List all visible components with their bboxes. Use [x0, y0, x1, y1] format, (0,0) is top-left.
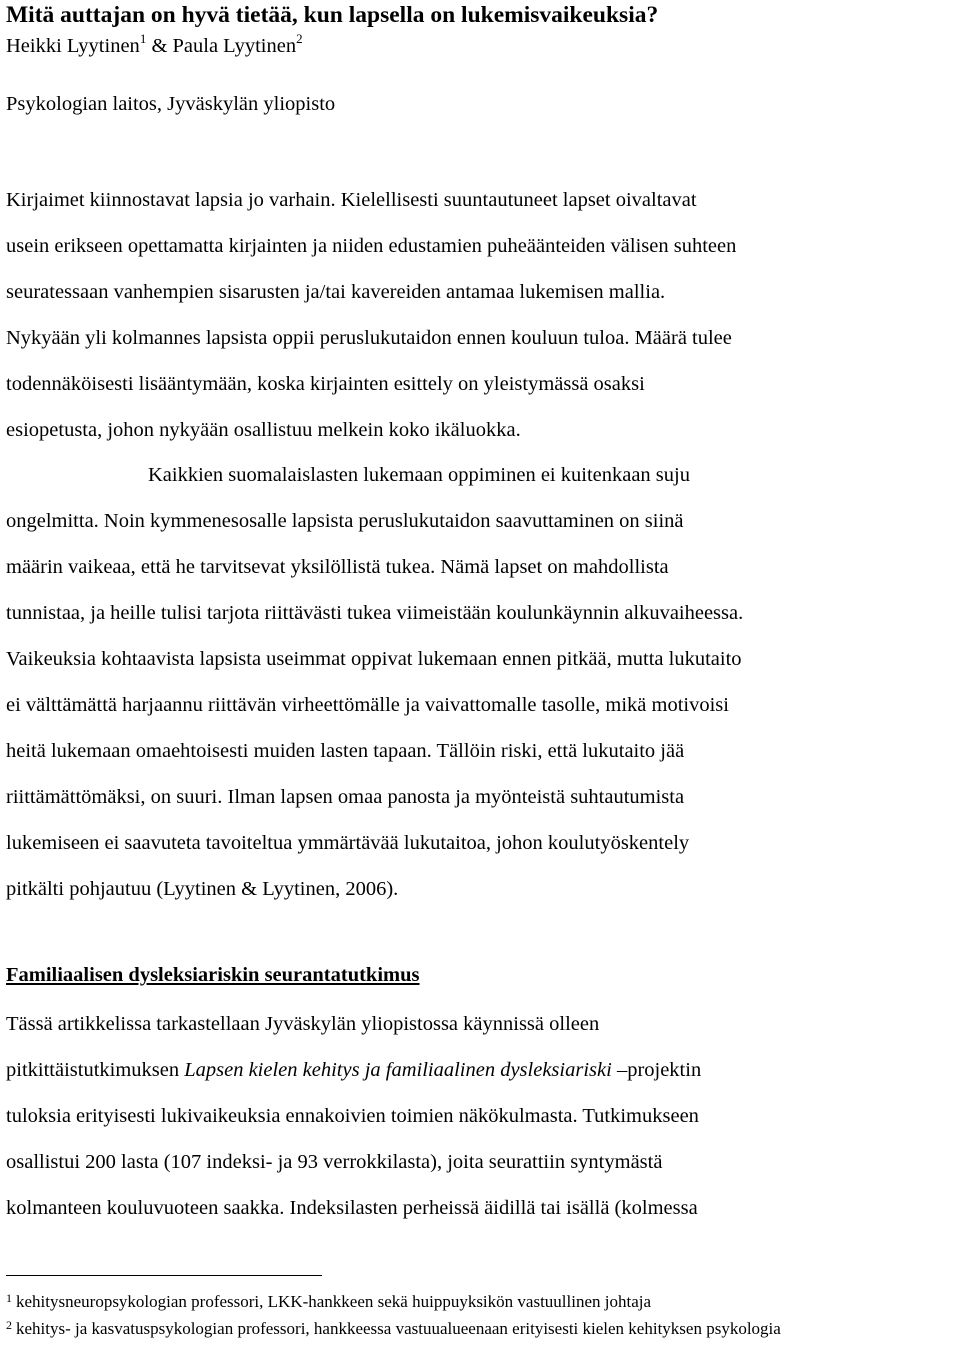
- text-line-indented: [6, 452, 960, 498]
- footnote-2: [6, 1315, 946, 1342]
- author-line: [6, 31, 303, 58]
- text-segment: pitkittäistutkimuksen: [6, 1059, 185, 1081]
- text-line: pitkälti pohjautuu (Lyytinen & Lyytinen, 2006).: [6, 878, 399, 900]
- author-2-footnote-mark: 2: [296, 31, 303, 46]
- footnote-text: kehitysneuropsykologian professori, LKK-hankkeen sekä huippuyksikön vastuullinen johtaja: [16, 1292, 652, 1311]
- paragraph-intro: [6, 177, 960, 453]
- text-line: osallistui 200 lasta (107 indeksi- ja 93 verrokkilasta), joita seurattiin syntymästä: [6, 1151, 663, 1173]
- footnotes: [6, 1288, 946, 1342]
- footnote-mark: 1: [6, 1291, 12, 1305]
- document-title: Mitä auttajan on hyvä tietää, kun lapsella on lukemisvaikeuksia?: [6, 2, 659, 28]
- affiliation: Psykologian laitos, Jyväskylän yliopisto: [6, 93, 336, 115]
- text-line: kolmanteen kouluvuoteen saakka. Indeksilasten perheissä äidillä tai isällä (kolmessa: [6, 1197, 698, 1219]
- text-line: esiopetusta, johon nykyään osallistuu melkein koko ikäluokka.: [6, 419, 521, 441]
- footnote-mark: 2: [6, 1318, 12, 1332]
- text-line: Vaikeuksia kohtaavista lapsista useimmat oppivat lukemaan ennen pitkää, mutta lukutaito: [6, 648, 742, 670]
- text-line: tuloksia erityisesti lukivaikeuksia ennakoivien toimien näkökulmasta. Tutkimukseen: [6, 1105, 699, 1127]
- footnote-text: kehitys- ja kasvatuspsykologian professori, hankkeessa vastuualueenaan erityisesti kielen kehityksen psykologia: [16, 1319, 781, 1338]
- text-line: määrin vaikeaa, että he tarvitsevat yksilöllistä tukea. Nämä lapset on mahdollista: [6, 556, 669, 578]
- text-segment: –projektin: [611, 1059, 702, 1081]
- text-line: todennäköisesti lisääntymään, koska kirjainten esittely on yleistymässä osaksi: [6, 373, 645, 395]
- text-line: tunnistaa, ja heille tulisi tarjota riittävästi tukea viimeistään koulunkäynnin alkuvaiheessa.: [6, 602, 744, 624]
- text-line: ei välttämättä harjaannu riittävän virheettömälle ja vaivattomalle tasolle, mikä motivoisi: [6, 694, 729, 716]
- text-line: Nykyään yli kolmannes lapsista oppii peruslukutaidon ennen kouluun tuloa. Määrä tulee: [6, 327, 732, 349]
- text-line: riittämättömäksi, on suuri. Ilman lapsen omaa panosta ja myönteistä suhtautumista: [6, 786, 685, 808]
- author-separator: &: [146, 35, 173, 57]
- paragraph-study: [6, 1001, 960, 1231]
- text-line: Tässä artikkelissa tarkastellaan Jyväskylän yliopistossa käynnissä olleen: [6, 1013, 600, 1035]
- paragraph-difficulties: [6, 452, 960, 912]
- author-1: Heikki Lyytinen: [6, 35, 140, 57]
- text-line: seuratessaan vanhempien sisarusten ja/tai kavereiden antamaa lukemisen mallia.: [6, 281, 666, 303]
- author-1-footnote-mark: 1: [139, 31, 147, 46]
- section-heading: Familiaalisen dysleksiariskin seurantatutkimus: [6, 964, 420, 986]
- project-name-italic: Lapsen kielen kehitys ja familiaalinen dysleksiariski: [184, 1059, 612, 1081]
- author-2: Paula Lyytinen: [172, 35, 297, 57]
- text-line: Kaikkien suomalaislasten lukemaan oppiminen ei kuitenkaan suju: [148, 464, 690, 486]
- footnote-divider: [6, 1275, 322, 1276]
- text-line: lukemiseen ei saavuteta tavoiteltua ymmärtävää lukutaitoa, johon koulutyöskentely: [6, 832, 690, 854]
- text-line: usein erikseen opettamatta kirjainten ja niiden edustamien puheäänteiden välisen suhteen: [6, 235, 737, 257]
- text-line: heitä lukemaan omaehtoisesti muiden lasten tapaan. Tällöin riski, että lukutaito jää: [6, 740, 685, 762]
- text-line: ongelmitta. Noin kymmenesosalle lapsista peruslukutaidon saavuttaminen on siinä: [6, 510, 684, 532]
- footnote-1: [6, 1288, 946, 1315]
- text-line-with-project-name: [6, 1047, 960, 1093]
- text-line: Kirjaimet kiinnostavat lapsia jo varhain. Kielellisesti suuntautuneet lapset oivaltavat: [6, 189, 697, 211]
